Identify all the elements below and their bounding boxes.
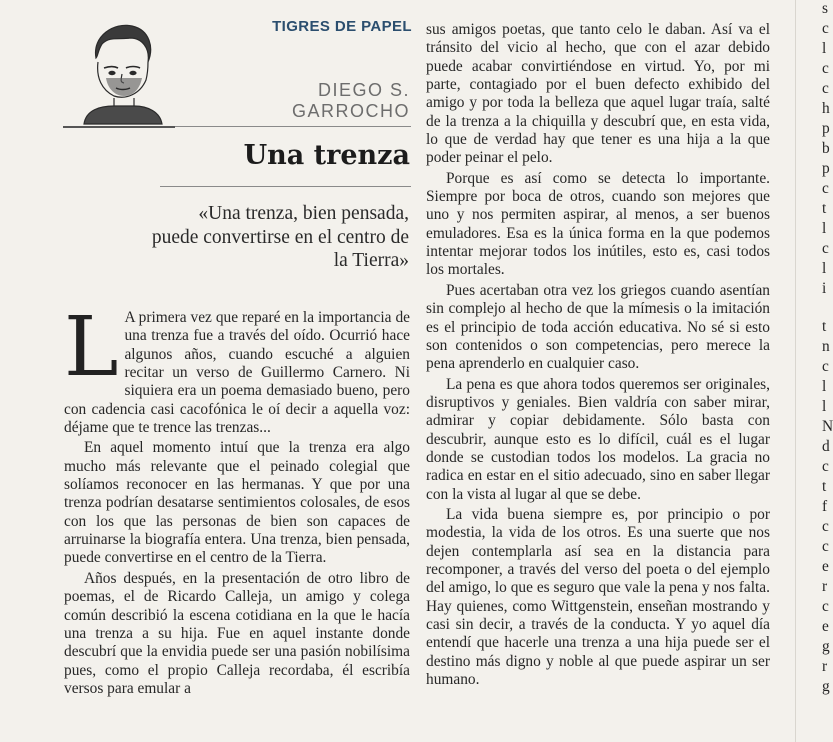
cropped-glyph: d <box>822 438 830 455</box>
cropped-glyph: p <box>822 120 830 137</box>
section-label: TIGRES DE PAPEL <box>272 18 412 35</box>
cropped-glyph: l <box>822 40 827 57</box>
headline: Una trenza <box>243 140 410 171</box>
paragraph: sus amigos poetas, que tanto celo le daban. Así va el tránsito del vicio al hecho, que con el azar debido puede acabar convirtiéndose en virtud. Yo, por mi parte, contagiado por el buen defecto exhibido del amigo y por toda la belleza que aquel lugar traía, salté de la trenza a la chiquilla y descubrí que, en esta vida, lo que de verdad hay que tener es una hija a la que poder peinar el pelo. <box>426 21 770 167</box>
cropped-glyph: g <box>822 678 830 695</box>
column-gutter <box>795 0 796 742</box>
cropped-glyph: c <box>822 80 829 97</box>
author-last-name: GARROCHO <box>291 101 410 121</box>
paragraph <box>64 300 410 437</box>
paragraph: La pena es que ahora todos queremos ser originales, disruptivos y geniales. Bien valdría con saber mirar, admirar y copiar debidamente. Sólo basta con descubrir, aunque esto es lo difícil, cuál es el lugar donde se custodian todos los modelos. La gracia no radica en estar en el sitio adecuado, sino en saber llegar con la vista al lugar al que se debe. <box>426 375 770 503</box>
cropped-right-column <box>808 0 833 742</box>
paragraph: En aquel momento intuí que la trenza era algo mucho más relevante que el peinado colegial que solíamos reconocer en las hermanas. Y que por una trenza podrían desatarse sentimientos colosales, de esos con los que las personas de bien son capaces de arruinarse la biografía entera. Una trenza, bien pensada, puede convertirse en el centro de la Tierra. <box>64 439 410 567</box>
author-first-name: DIEGO S. <box>317 80 410 100</box>
cropped-glyph: c <box>822 538 829 555</box>
cropped-glyph: n <box>822 338 830 355</box>
paragraph: La vida buena siempre es, por principio o por modestia, la vida de los otros. Es una suerte que nos dejen contemplarla así sea en la distancia para recomponer, a través del verso del poeta o del ejemplo del amigo, lo que es seguro que vale la pena y nos falta. Hay quienes, como Wittgenstein, enseñan mostrando y casi sin decir, a través de la conducta. Y yo aquel día entendí que hacerle una trenza a una hija puede ser el destino más digno y noble al que puede aspirar un ser humano. <box>426 505 770 689</box>
cropped-glyph: r <box>822 658 828 675</box>
paragraph-text: A primera vez que reparé en la importancia de una trenza fue a través del oído. Ocurrió hace algunos años, cuando escuché a alguien recitar un verso de Guillermo Carnero. Ni siquiera era un poema demasiado bueno, pero con cadencia casi cacofónica le oí decir a aquella voz: déjame que te trence las trenzas... <box>64 309 410 437</box>
middle-column <box>426 21 770 689</box>
paragraph: Pues acertaban otra vez los griegos cuando asentían sin complejo al hecho de que la mímesis o la imitación es el principio de toda acción educativa. No sé si esto son contenidos o son competencias, pero merece la pena aprenderlo en cualquier caso. <box>426 281 770 373</box>
paragraph: Porque es así como se detecta lo importante. Siempre por boca de otros, cuando son mejores que uno y nos permiten aspirar, al menos, a ser buenos emuladores. Esa es la única forma en la que podemos intentar mejorar todos los inútiles, esto es, casi todos los mortales. <box>426 169 770 279</box>
paragraph: Años después, en la presentación de otro libro de poemas, el de Ricardo Calleja, un amigo y colega común describió la escena cotidiana en la que le hacía una trenza a su hija. Fue en aquel instante donde descubrí que la envidia puede ser una pasión nobilísima pues, como el propio Calleja recordaba, él escribía versos para emular a <box>64 569 410 697</box>
cropped-glyph: t <box>822 478 827 495</box>
cropped-glyph: c <box>822 20 829 37</box>
cropped-glyph: b <box>822 140 830 157</box>
cropped-glyph: t <box>822 200 827 217</box>
portrait-rule <box>63 126 175 128</box>
author-byline <box>250 80 410 122</box>
cropped-glyph: h <box>822 100 830 117</box>
drop-cap: L <box>64 300 119 395</box>
cropped-glyph: c <box>822 458 829 475</box>
cropped-glyph: l <box>822 378 827 395</box>
pull-quote: «Una trenza, bien pensada, puede convertirse en el centro de la Tierra» <box>151 203 409 271</box>
author-portrait <box>74 18 166 124</box>
cropped-glyph: c <box>822 60 829 77</box>
cropped-glyph: c <box>822 358 829 375</box>
cropped-glyph: c <box>822 240 829 257</box>
cropped-glyph: r <box>822 578 828 595</box>
cropped-glyph: t <box>822 318 827 335</box>
cropped-glyph: i <box>822 280 827 297</box>
cropped-glyph: g <box>822 638 830 655</box>
cropped-glyph: N <box>822 418 833 435</box>
cropped-glyph: s <box>822 0 828 17</box>
cropped-glyph: e <box>822 558 829 575</box>
cropped-glyph: c <box>822 518 829 535</box>
cropped-glyph: l <box>822 398 827 415</box>
cropped-glyph: c <box>822 180 829 197</box>
cropped-glyph: e <box>822 618 829 635</box>
cropped-glyph: p <box>822 160 830 177</box>
cropped-glyph: c <box>822 598 829 615</box>
cropped-glyph: l <box>822 220 827 237</box>
cropped-glyph: l <box>822 260 827 277</box>
headline-rule <box>160 186 411 187</box>
cropped-glyph: f <box>822 498 828 515</box>
left-column <box>64 300 410 698</box>
